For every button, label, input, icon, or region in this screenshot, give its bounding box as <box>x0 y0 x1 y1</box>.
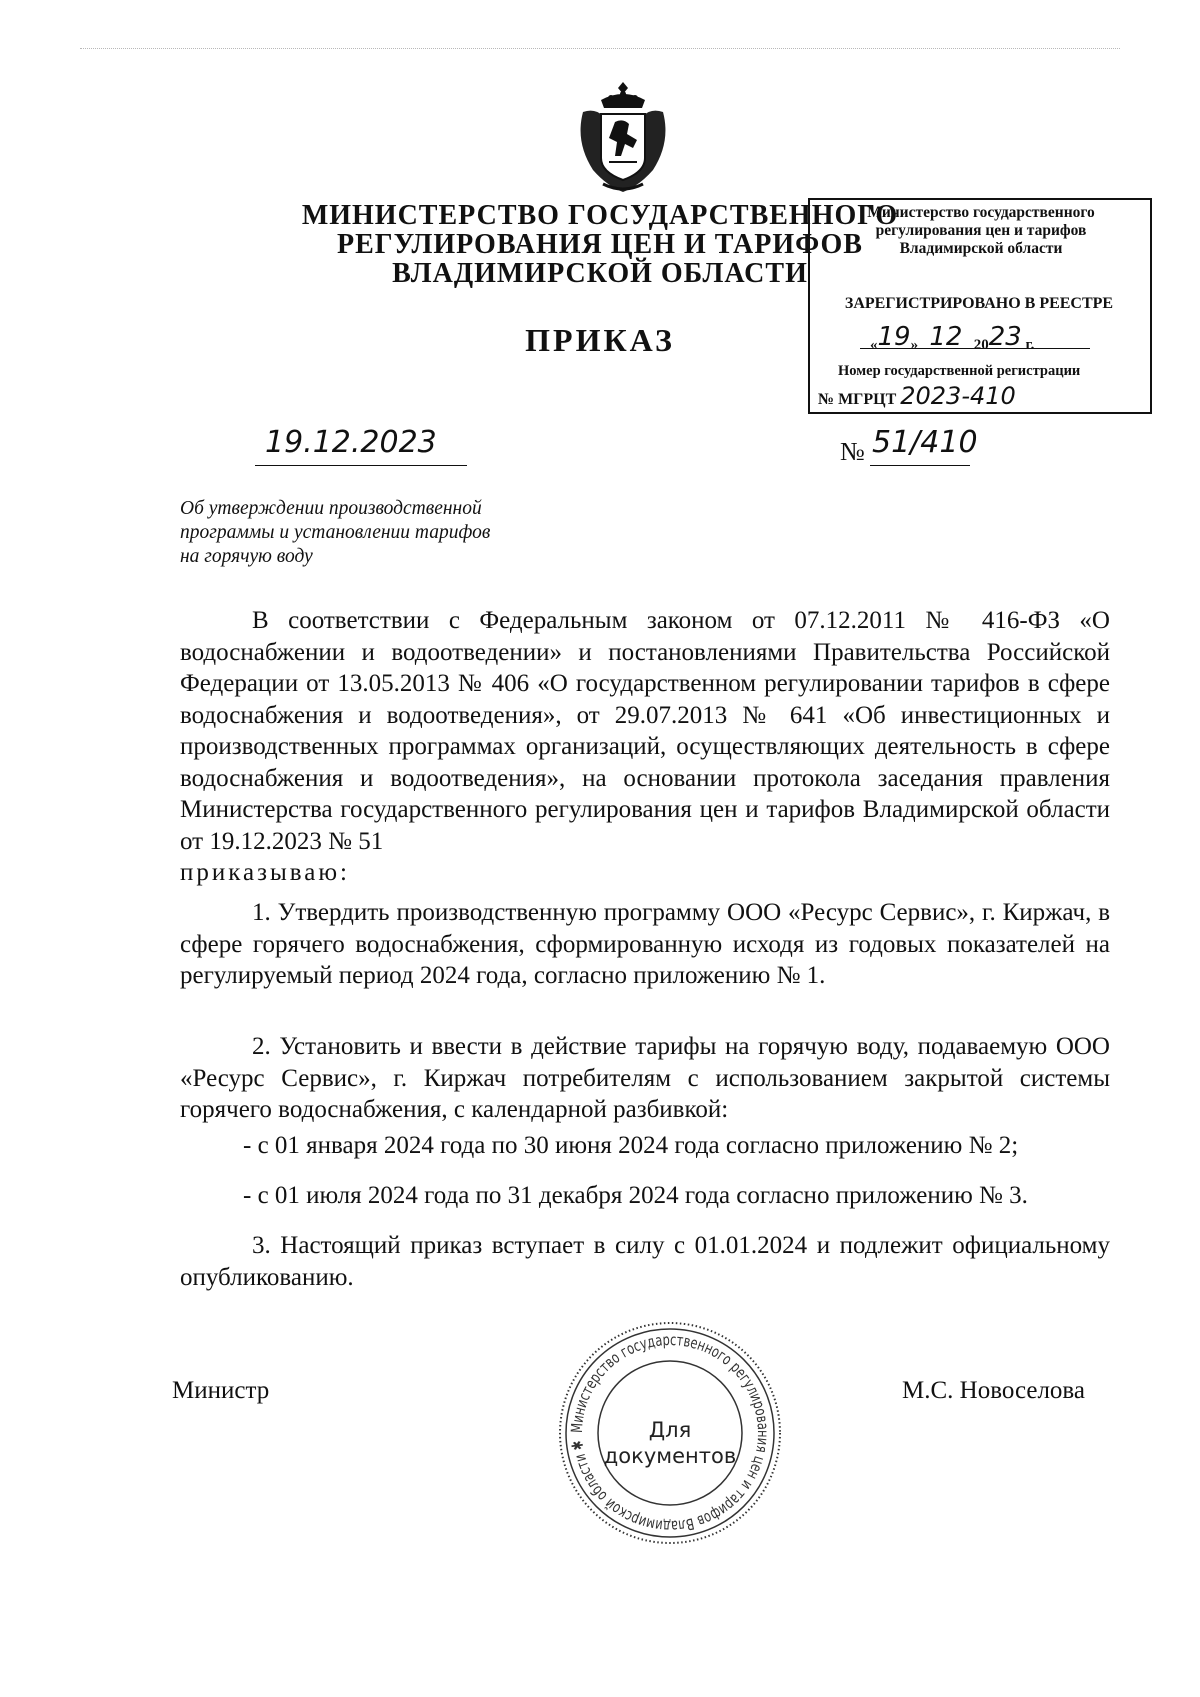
order-word: приказываю: <box>180 859 350 886</box>
signatory-title: Министр <box>172 1377 270 1404</box>
subject-line2: программы и установлении тарифов <box>180 522 491 543</box>
seal-center-text <box>600 1417 740 1469</box>
coat-of-arms-icon <box>573 78 673 196</box>
tariff-period-1: - с 01 января 2024 года по 30 июня 2024 года согласно приложению № 2; <box>243 1132 1019 1159</box>
number-underline <box>870 465 970 466</box>
stamp-year-suffix: 23 <box>988 322 1022 352</box>
subject-line3: на горячую воду <box>180 546 313 567</box>
stamp-reg-prefix: № МГРЦТ <box>818 391 897 408</box>
tariff-period-2: - с 01 июля 2024 года по 31 декабря 2024 года согласно приложению № 3. <box>243 1182 1028 1209</box>
order-item-1: 1. Утвердить производственную программу ООО «Ресурс Сервис», г. Киржач, в сфере горячего водоснабжения, сформированную исходя из годовых показателей на регулируемый период 2024 года, согласно приложению № 1. <box>180 899 1110 989</box>
order-item-3: 3. Настоящий приказ вступает в силу с 01.01.2024 и подлежит официальному опубликованию. <box>180 1232 1110 1291</box>
seal-center-line2: документов <box>603 1444 737 1468</box>
ministry-name-line2: РЕГУЛИРОВАНИЯ ЦЕН И ТАРИФОВ <box>337 229 863 260</box>
ministry-name-line3: ВЛАДИМИРСКОЙ ОБЛАСТИ <box>392 258 808 289</box>
seal-ring-text: Министерство государственного регулирования цен и тарифов Владимирской области ✱ <box>567 1330 773 1536</box>
preamble-paragraph <box>180 605 1110 889</box>
stamp-year-unit: г. <box>1025 337 1035 353</box>
document-type-title: ПРИКАЗ <box>525 322 675 358</box>
document-subject <box>180 497 600 569</box>
stamp-reg-value: 2023-410 <box>900 382 1016 410</box>
subject-line1: Об утверждении производственной <box>180 498 482 519</box>
preamble-text: В соответствии с Федеральным законом от 07.12.2011 № 416-ФЗ «О водоснабжении и водоотведении» и постановлениями Правительства Российской Федерации от 13.05.2013 № 406 «О государственном регулировании тарифов в сфере водоснабжения и водоотведения», от 29.07.2013 № 641 «Об инвестиционных и производственных программах организаций, осуществляющих деятельность в сфере водоснабжения и водоотведения», на основании протокола заседания правления Министерства государственного регулирования цен и тарифов Владимирской области от 19.12.2023 № 51 <box>180 607 1110 855</box>
stamp-org-line3: Владимирской области <box>899 240 1063 257</box>
ministry-name-line1: МИНИСТЕРСТВО ГОСУДАРСТВЕННОГО <box>301 200 899 231</box>
number-sign: № <box>840 437 865 466</box>
order-item-2: 2. Установить и ввести в действие тарифы на горячую воду, подаваемую ООО «Ресурс Сервис», г. Киржач потребителям с использованием закрытой системы горячего водоснабжения, с календарной разбивкой: <box>180 1033 1110 1123</box>
stamp-date: «19» 12 2023 г. <box>870 322 1035 353</box>
stamp-year-prefix: 20 <box>973 337 989 353</box>
stamp-day: 19 <box>877 322 911 352</box>
seal-center-line1: Для <box>648 1418 692 1442</box>
stamp-reg-label: Номер государственной регистрации <box>838 363 1081 379</box>
signatory-name: М.С. Новоселова <box>902 1377 1086 1404</box>
stamp-date-underline <box>860 348 1090 349</box>
stamp-org-line2: регулирования цен и тарифов <box>875 222 1087 239</box>
registration-stamp <box>808 198 1152 414</box>
scan-artifact-line <box>80 48 1120 49</box>
stamp-month: 12 <box>929 322 963 352</box>
stamp-reg-number <box>818 382 1016 410</box>
document-date: 19.12.2023 <box>265 425 437 460</box>
stamp-org-line1: Министерство государственного <box>867 204 1095 221</box>
stamp-registered-label: ЗАРЕГИСТРИРОВАНО В РЕЕСТРЕ <box>844 295 1114 312</box>
stamp-org-name <box>820 204 1142 258</box>
date-underline <box>255 465 467 466</box>
document-number: 51/410 <box>872 425 978 460</box>
